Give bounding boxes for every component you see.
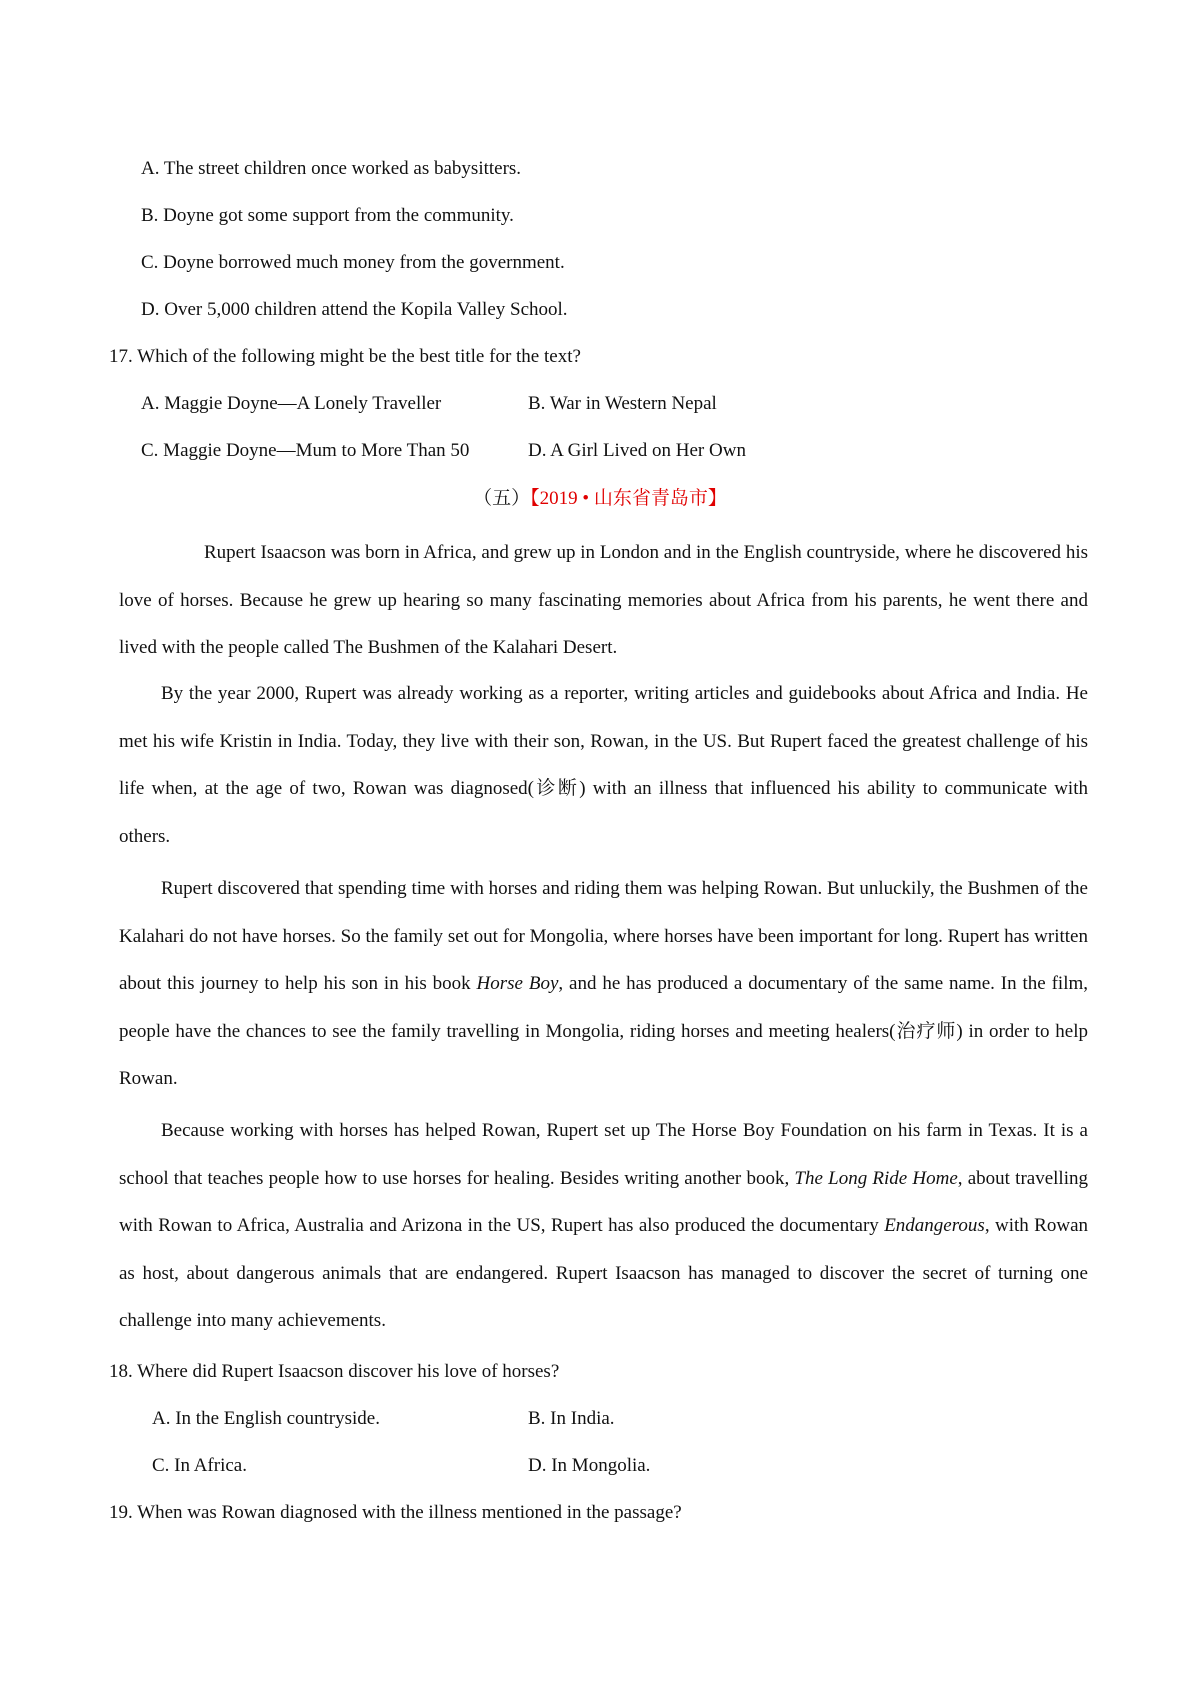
q16-option-a: A. The street children once worked as babysitters.: [141, 158, 522, 179]
q18-question: 18. Where did Rupert Isaacson discover his love of horses?: [109, 1361, 560, 1382]
p4-text-c: , with Rowan as host, about dangerous animals that are endangered. Rupert Isaacson has managed to discover the secret of turning one challenge into many achievements.: [119, 1215, 1088, 1331]
q18-option-a: A. In the English countryside.: [152, 1408, 380, 1429]
p4-text-b: , about travelling with Rowan to Africa, Australia and Arizona in the US, Rupert has also produced the documentary: [119, 1167, 1088, 1236]
book-title-long-ride-home: The Long Ride Home: [794, 1167, 958, 1189]
q17-option-c: C. Maggie Doyne—Mum to More Than 50: [141, 440, 470, 461]
q16-option-b: B. Doyne got some support from the community.: [141, 205, 514, 226]
passage-paragraph-1: Rupert Isaacson was born in Africa, and grew up in London and in the English countryside, where he discovered his love of horses. Because he grew up hearing so many fascinating memories about Africa from his parents, he went there and lived with the people called The Bushmen of the Kalahari Desert.: [119, 542, 1088, 658]
q16-option-c: C. Doyne borrowed much money from the government.: [141, 252, 565, 273]
book-title-horse-boy: Horse Boy: [476, 973, 559, 994]
passage-paragraph-2: By the year 2000, Rupert was already working as a reporter, writing articles and guidebooks about Africa and India. He met his wife Kristin in India. Today, they live with their son, Rowan, in the US. But Rupert faced the greatest challenge of his life when, at the age of two, Rowan was diagnosed(诊断) with an illness that influenced his ability to communicate with others.: [119, 683, 1088, 847]
q17-option-b: B. War in Western Nepal: [528, 393, 717, 414]
p3-text-a: Rupert discovered that spending time with horses and riding them was helping Rowan. But unluckily, the Bushmen of the Kalahari do not have horses. So the family set out for Mongolia, where horses have been important for long. Rupert has written about this journey to help his son in his book: [119, 878, 1088, 994]
film-title-endangerous: Endangerous: [884, 1215, 985, 1236]
q18-option-c: C. In Africa.: [152, 1455, 247, 1476]
passage-paragraph-4: [119, 1107, 1088, 1345]
q19-question: 19. When was Rowan diagnosed with the illness mentioned in the passage?: [109, 1502, 682, 1523]
q17-option-a: A. Maggie Doyne—A Lonely Traveller: [141, 393, 442, 414]
section-prefix: （五）: [473, 488, 531, 509]
q16-option-d: D. Over 5,000 children attend the Kopila Valley School.: [141, 299, 568, 320]
q17-option-d: D. A Girl Lived on Her Own: [528, 440, 746, 461]
section-source: 【2019 • 山东省青岛市】: [530, 488, 727, 509]
q18-option-d: D. In Mongolia.: [528, 1455, 651, 1476]
q17-question: 17. Which of the following might be the best title for the text?: [109, 346, 581, 367]
passage-paragraph-3: [119, 865, 1088, 1103]
p3-text-b: , and he has produced a documentary of the same name. In the film, people have the chances to see the family travelling in Mongolia, riding horses and meeting healers(治疗师) in order to help Rowan.: [119, 973, 1089, 1089]
section-heading: [0, 487, 1200, 511]
q18-option-b: B. In India.: [528, 1408, 615, 1429]
p4-text-a: Because working with horses has helped Rowan, Rupert set up The Horse Boy Foundation on his farm in Texas. It is a school that teaches people how to use horses for healing. Besides writing another book,: [119, 1120, 1088, 1189]
